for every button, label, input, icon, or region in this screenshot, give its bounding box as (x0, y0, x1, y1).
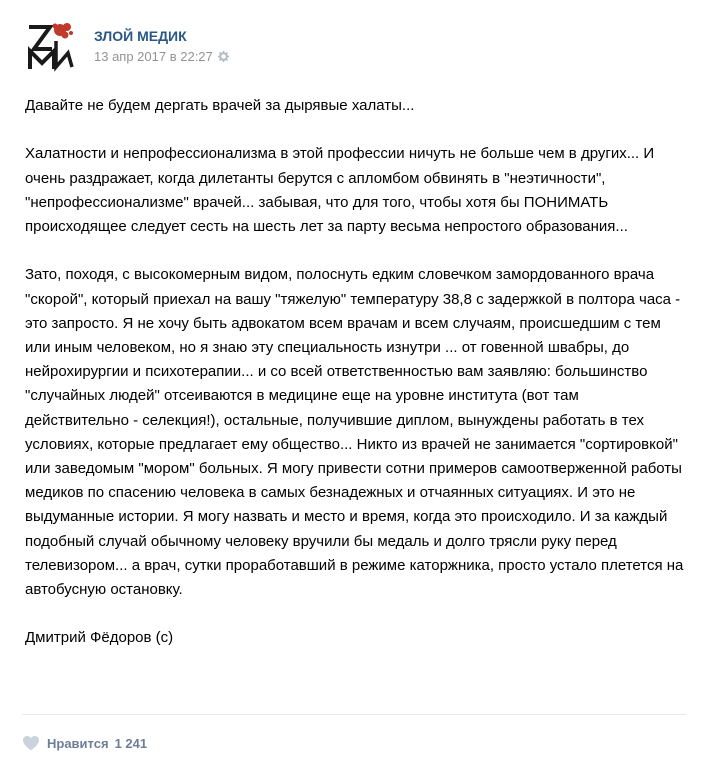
post-date-row (94, 48, 229, 65)
post-paragraph: Давайте не будем дергать врачей за дырявые халаты... (25, 97, 415, 114)
like-label: Нравится (47, 735, 109, 751)
post-paragraph: Халатности и непрофессионализма в этой профессии ничуть не больше чем в других... И очень раздражает, когда дилетанты берутся с апломбом обвинять в "неэтичности", "непрофессионализме" врачей... забывая, что для того, чтобы хотя бы ПОНИМАТЬ происходящее следует сесть на шесть лет за парту весьма непростого образования... (25, 145, 655, 235)
post-signature: Дмитрий Фёдоров (с) (25, 629, 174, 647)
post-header (22, 17, 229, 73)
gear-icon[interactable] (218, 51, 229, 62)
author-block (94, 17, 229, 65)
author-name-link[interactable]: ЗЛОЙ МЕДИК (94, 28, 187, 44)
zm-logo-icon (22, 17, 78, 73)
post-footer (22, 732, 147, 754)
like-count: 1 241 (114, 735, 148, 751)
divider (22, 714, 686, 715)
like-button[interactable] (22, 735, 147, 751)
post-paragraph: Зато, походя, с высокомерным видом, полоснуть едким словечком замордованного врача "скорой", который приехал на вашу "тяжелую" температуру 38,8 с задержкой в полтора часа - это запросто. Я не хочу быть адвокатом всем врачам и всем случаям, происшедшим с тем или иным человеком, но я знаю эту специальность изнутри ... от говенной швабры, до нейрохирургии и психотерапии... и со всей ответственностью вам заявляю: большинство "случайных людей" отсеиваются в медицине еще на уровне института (вот там действительно - селекция!), остальные, получившие диплом, вынуждены работать в тех условиях, которые предлагает ему общество... Никто из врачей не занимается "сортировкой" или заведомым "мором" больных. Я могу привести сотни примеров самоотверженной работы медиков по спасению человека в самых безнадежных и отчаянных ситуациях. И это не выдуманные истории. Я могу назвать и место и время, когда это происходило. И за каждый подобный случай обычному человеку вручили бы медаль и долго трясли руку перед телевизором... а врач, сутки проработавший в режиме каторжника, просто устало плетется на автобусную остановку. (25, 266, 684, 599)
post-date-link[interactable]: 13 апр 2017 в 22:27 (94, 49, 213, 64)
heart-icon (22, 735, 40, 751)
post-text (25, 94, 685, 651)
avatar[interactable] (22, 17, 78, 73)
